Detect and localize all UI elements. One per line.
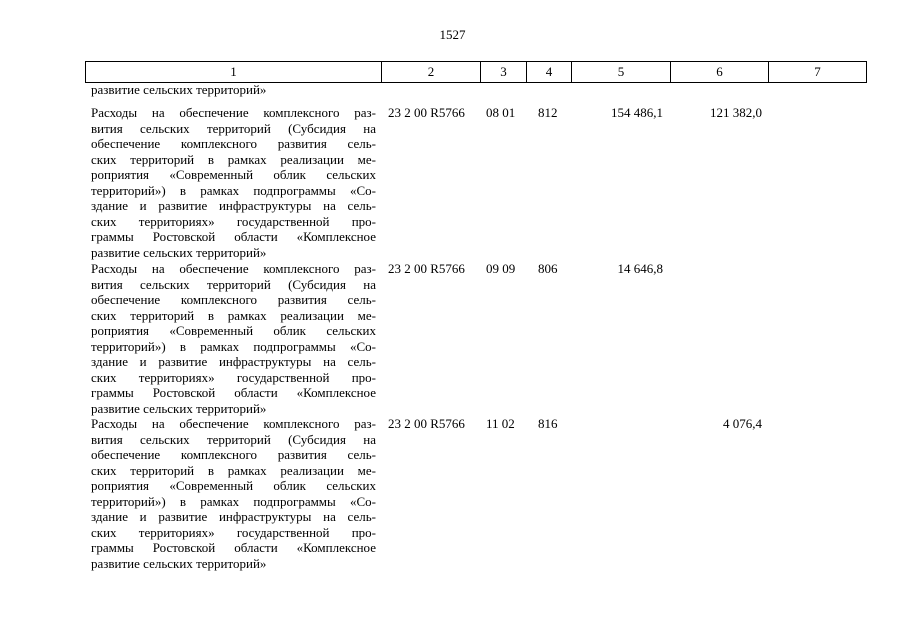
row-target-code: 23 2 00 R5766: [388, 416, 465, 431]
description-line: территорий») в рамках подпрограммы «Со-: [91, 338, 376, 354]
description-line: ских территорий в рамках реализации ме-: [91, 151, 376, 167]
row-expense-type: 816: [538, 416, 558, 431]
description-line: ских территориях» государственной про-: [91, 213, 376, 229]
column-header-5: 5: [572, 62, 671, 83]
column-header-2: 2: [382, 62, 481, 83]
row-target-code: 23 2 00 R5766: [388, 105, 465, 120]
description-line: вития сельских территорий (Субсидия на: [91, 120, 376, 136]
description-line: развитие сельских территорий»: [91, 244, 267, 260]
row-section: 11 02: [486, 416, 515, 431]
description-line: ских территориях» государственной про-: [91, 524, 376, 540]
row-section: 08 01: [486, 105, 516, 120]
description-line: развитие сельских территорий»: [91, 555, 267, 571]
column-header-7: 7: [769, 62, 867, 83]
column-header-1: 1: [86, 62, 382, 83]
column-header-4: 4: [527, 62, 572, 83]
description-line: ских территорий в рамках реализации ме-: [91, 462, 376, 478]
description-line: вития сельских территорий (Субсидия на: [91, 431, 376, 447]
description-line: развитие сельских территорий»: [91, 400, 267, 416]
column-header-3: 3: [481, 62, 527, 83]
column-header-6: 6: [671, 62, 769, 83]
description-line: здание и развитие инфраструктуры на сель-: [91, 198, 376, 213]
row-description: [91, 261, 376, 416]
description-line: территорий») в рамках подпрограммы «Со-: [91, 493, 376, 509]
description-line: Расходы на обеспечение комплексного раз-: [91, 416, 376, 431]
row-expense-type: 812: [538, 105, 558, 120]
description-line: ских территориях» государственной про-: [91, 369, 376, 385]
description-line: граммы Ростовской области «Комплексное: [91, 229, 376, 244]
table-header: [85, 61, 867, 83]
page-number: 1527: [439, 27, 466, 42]
row-expense-type: 806: [538, 261, 558, 276]
description-line: здание и развитие инфраструктуры на сель-: [91, 354, 376, 369]
description-line: роприятия «Современный облик сельских: [91, 167, 376, 182]
description-line: ских территорий в рамках реализации ме-: [91, 307, 376, 323]
description-line: обеспечение комплексного развития сель-: [91, 292, 376, 307]
description-line: Расходы на обеспечение комплексного раз-: [91, 261, 376, 276]
row-amount-col6: 121 382,0: [710, 105, 762, 120]
description-line: обеспечение комплексного развития сель-: [91, 136, 376, 151]
row-description: [91, 416, 376, 571]
row-amount-col5: 154 486,1: [611, 105, 663, 120]
description-line: обеспечение комплексного развития сель-: [91, 447, 376, 462]
description-line: вития сельских территорий (Субсидия на: [91, 276, 376, 292]
row-section: 09 09: [486, 261, 516, 276]
carry-over-text: развитие сельских территорий»: [91, 82, 267, 97]
description-line: роприятия «Современный облик сельских: [91, 323, 376, 338]
description-line: территорий») в рамках подпрограммы «Со-: [91, 182, 376, 198]
description-line: здание и развитие инфраструктуры на сель-: [91, 509, 376, 524]
row-amount-col5: 14 646,8: [617, 261, 663, 276]
row-target-code: 23 2 00 R5766: [388, 261, 465, 276]
description-line: роприятия «Современный облик сельских: [91, 478, 376, 493]
description-line: граммы Ростовской области «Комплексное: [91, 540, 376, 555]
description-line: граммы Ростовской области «Комплексное: [91, 385, 376, 400]
description-line: Расходы на обеспечение комплексного раз-: [91, 105, 376, 120]
row-amount-col6: 4 076,4: [723, 416, 762, 431]
table-header-row: [86, 62, 867, 83]
row-description: [91, 105, 376, 260]
